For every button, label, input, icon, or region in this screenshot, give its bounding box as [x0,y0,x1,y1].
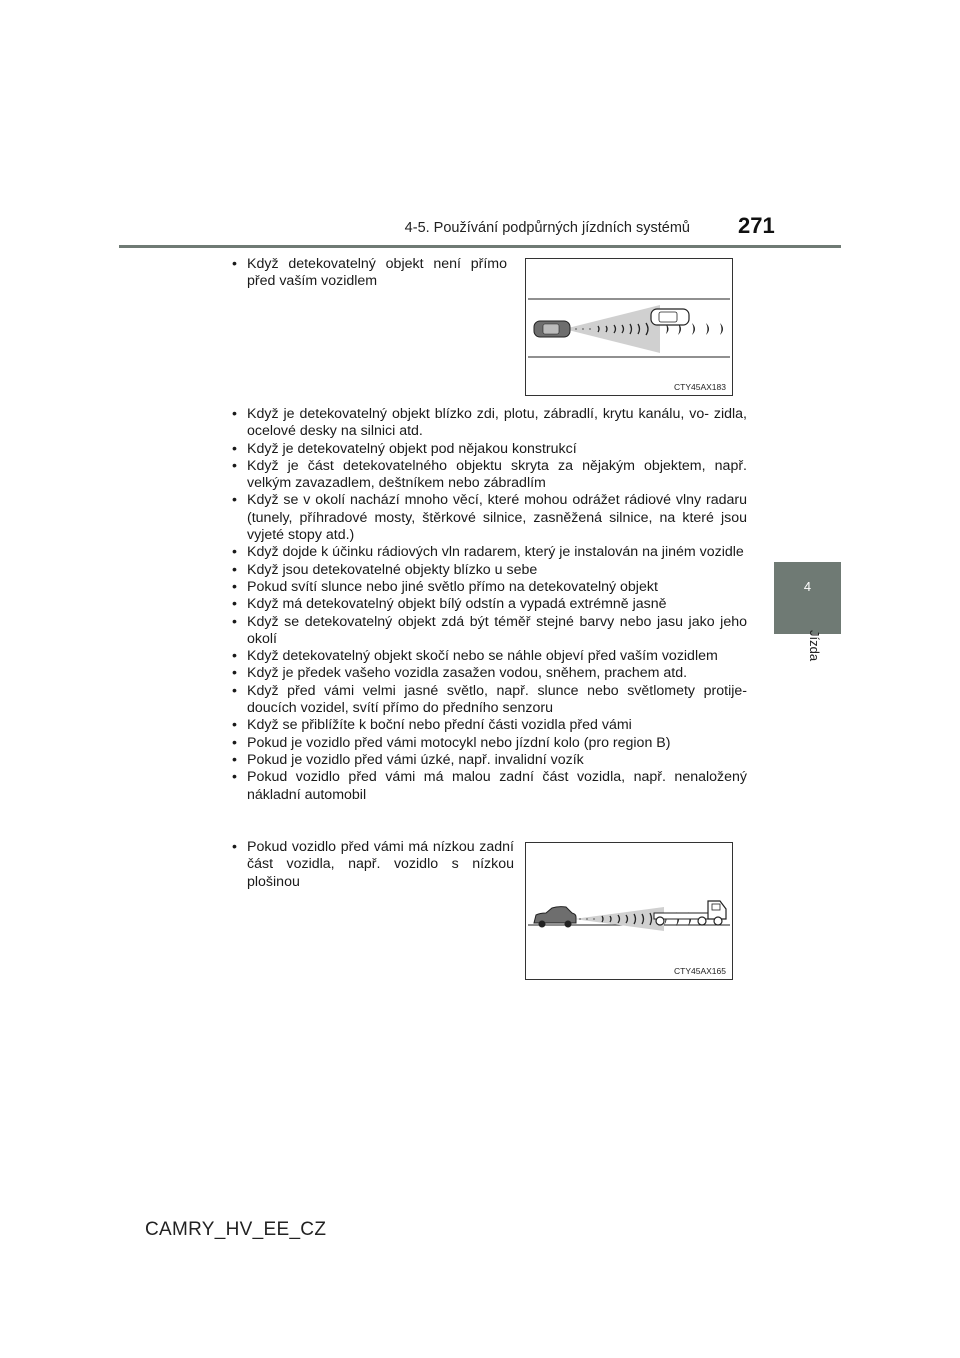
target-vehicle-icon [651,309,689,325]
list-item: • Když je část detekovatelného objektu skryta za nějakým objektem, např. velkým zavazadlem, deštníkem nebo zábradlím [230,458,747,493]
list-item: • Pokud vozidlo před vámi má malou zadní část vozidla, např. nenaložený nákladní automobil [230,769,747,804]
list-item: • Když detekovatelný objekt není přímo před vaším vozidlem [230,256,507,291]
list-item: • Když je detekovatelný objekt blízko zdi, plotu, zábradlí, krytu kanálu, vo- zidla, ocelové desky na silnici atd. [230,406,747,441]
bullet-list-main [230,406,747,804]
list-item: • Když před vámi velmi jasné světlo, např. slunce nebo světlomety protije- doucích vozidel, svítí přímo do předního senzoru [230,683,747,718]
header-divider [119,245,841,248]
list-item: • Pokud svítí slunce nebo jiné světlo přímo na detekovatelný objekt [230,579,747,596]
list-item: • Když jsou detekovatelné objekty blízko u sebe [230,562,747,579]
radar-offset-illustration [526,259,732,395]
list-item: • Když detekovatelný objekt skočí nebo se náhle objeví před vaším vozidlem [230,648,747,665]
list-item: • Když se v okolí nachází mnoho věcí, které mohou odrážet rádiové vlny radaru (tunely, příhradové mosty, štěrkové silnice, zasněžená silnice, na které jsou vyjeté stopy atd.) [230,492,747,544]
figure-code: CTY45AX165 [674,966,726,976]
figure-low-platform [525,842,733,980]
figure-offset-target [525,258,733,396]
list-item: • Když dojde k účinku rádiových vln radarem, který je instalován na jiném vozidle [230,544,747,561]
list-item: • Když se přiblížíte k boční nebo přední části vozidla před vámi [230,717,747,734]
list-item: • Když je předek vašeho vozidla zasažen vodou, sněhem, prachem atd. [230,665,747,682]
own-vehicle-icon [534,321,570,337]
list-item: • Když má detekovatelný objekt bílý odstín a vypadá extrémně jasně [230,596,747,613]
chapter-side-tab [774,562,841,634]
bullet-list-top [230,256,507,291]
header-section-title: 4-5. Používání podpůrných jízdních systémů [404,220,690,236]
bullet-list-bottom [230,839,514,891]
list-item: • Pokud je vozidlo před vámi motocykl nebo jízdní kolo (pro region B) [230,735,747,752]
list-item: • Pokud vozidlo před vámi má nízkou zadní část vozidla, např. vozidlo s nízkou plošinou [230,839,514,891]
chapter-label: Jízda [807,630,822,662]
figure-code: CTY45AX183 [674,382,726,392]
list-item: • Když se detekovatelný objekt zdá být téměř stejné barvy nebo jasu jako jeho okolí [230,614,747,649]
list-item: • Když je detekovatelný objekt pod nějakou konstrukcí [230,441,747,458]
footer-doc-code: CAMRY_HV_EE_CZ [145,1219,327,1240]
page-number: 271 [738,213,775,238]
list-item: • Pokud je vozidlo před vámi úzké, např. invalidní vozík [230,752,747,769]
chapter-number: 4 [803,579,812,594]
radar-low-platform-illustration [526,843,732,979]
own-vehicle-icon [534,907,576,928]
